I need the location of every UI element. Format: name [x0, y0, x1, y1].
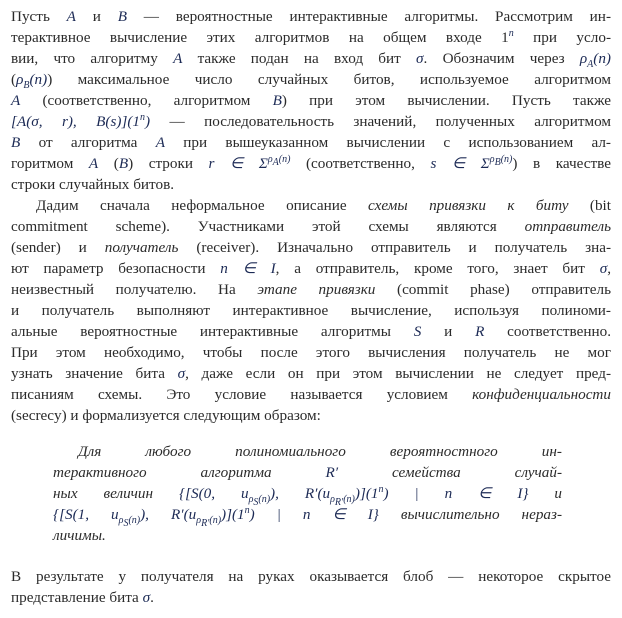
text-line: писаниям схемы. Это условие называется условием конфиденциальности: [11, 386, 611, 403]
term-secrecy: конфиденциальности: [472, 386, 611, 403]
text-line: {[S(1, $u_{\rho_S(n)}$), $R'(u_{\rho_{R'}(n)})](1^n)$ | n ∈ I} вычислительно нераз-: [53, 504, 563, 530]
term-receiver: получатель: [104, 239, 179, 256]
text-line: (sender) и получатель (receiver). Изначально отправитель и получатель зна-: [11, 239, 612, 256]
text-line: альные вероятностные интерактивные алгоритмы S и R соответственно.: [11, 323, 611, 340]
text-line: $(\rho_B(n))$ максимальное число случайных битов, используемое алгоритмом: [11, 71, 611, 92]
text-line: (secrecy) и формализуется следующим образом:: [11, 407, 321, 424]
text-line: B от алгоритма A при вышеуказанном вычислении с использованием ал-: [11, 134, 611, 151]
text-line: терактивного алгоритма R′ семейства случай-: [53, 464, 562, 481]
text-line: личимы.: [53, 527, 106, 544]
text-line: Пусть A и B — вероятностные интерактивные алгоритмы. Рассмотрим ин-: [11, 8, 611, 25]
text-line: commitment scheme). Участниками этой схемы являются отправитель: [11, 218, 611, 235]
text-line: горитмом A (B) строки r ∈ $\Sigma^{\rho_A(n)}$ (соответственно, s ∈ $\Sigma^{\rho_B(n)}$) в качестве: [11, 153, 611, 172]
term-bit-commitment: схемы привязки к биту: [368, 197, 569, 214]
text-line: ют параметр безопасности n ∈ I, а отправитель, кроме того, знает бит σ,: [11, 260, 611, 277]
term-sender: отправитель: [524, 218, 611, 235]
text-line: вии, что алгоритму A также подан на вход бит σ. Обозначим через $\rho_A(n)$: [11, 50, 611, 71]
text-line: ных величин {[S(0, $u_{\rho_S(n)}$), $R'(u_{\rho_{R'}(n)})](1^n)$ | n ∈ I} и: [53, 483, 563, 509]
text-line: В результате у получателя на руках оказывается блоб — некоторое скрытое: [11, 568, 611, 585]
term-commit-phase: этапе привязки: [257, 281, 376, 298]
text-line: A (соответственно, алгоритмом B) при этом вычислении. Пусть также: [11, 92, 611, 109]
text-line: представление бита σ.: [11, 589, 154, 606]
text-line: [A(σ, r), B(s)](1$^n$) — последовательность значений, полученных алгоритмом: [11, 111, 611, 130]
text-line: строки случайных битов.: [11, 176, 175, 193]
text-line: неизвестный получателю. На этапе привязки (commit phase) отправитель: [11, 281, 611, 298]
text-line: При этом необходимо, чтобы после этого вычисления получатель не мог: [11, 344, 611, 361]
text-line: Дадим сначала неформальное описание схемы привязки к биту (bit: [36, 197, 611, 214]
text-line: узнать значение бита σ, даже если он при этом вычислении не следует пред-: [11, 365, 612, 382]
text-line: и получатель выполняют интерактивное вычисление, используя полиноми-: [11, 302, 611, 319]
text-line: Для любого полиномиального вероятностного ин-: [78, 443, 562, 460]
text-line: терактивное вычисление этих алгоритмов на общем входе 1$^n$ при усло-: [11, 27, 611, 46]
